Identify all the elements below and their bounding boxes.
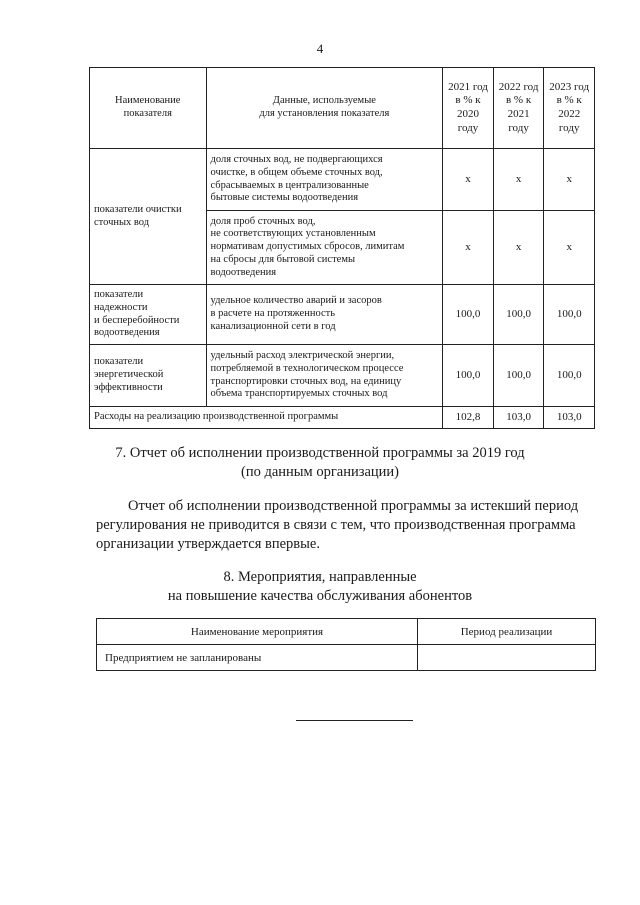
indicator-name-cell: показатели очистки сточных вод [90, 149, 207, 285]
value-cell: 100,0 [493, 345, 544, 407]
summary-label: Расходы на реализацию производственной программы [90, 407, 443, 429]
header-period: Период реализации [418, 619, 596, 645]
header-year-2022: 2022 год в % к 2021 году [493, 68, 544, 149]
section7-title: 7. Отчет об исполнении производственной программы за 2019 год (по данным организации) [115, 445, 525, 481]
header-indicator-data: Данные, используемые для установления показателя [206, 68, 443, 149]
header-indicator-name: Наименование показателя [90, 68, 207, 149]
page-number: 4 [316, 41, 324, 56]
indicator-data-cell: доля проб сточных вод, не соответствующих установленным нормативам допустимых сбросов, лимитам на сбросы для бытовой системы водоотведения [206, 211, 443, 285]
summary-value: 102,8 [443, 407, 494, 429]
value-cell: x [493, 211, 544, 285]
period-cell [418, 645, 596, 671]
value-cell: x [443, 211, 494, 285]
value-cell: 100,0 [443, 285, 494, 345]
summary-row [90, 407, 595, 429]
summary-value: 103,0 [493, 407, 544, 429]
value-cell: x [443, 149, 494, 211]
value-cell: x [544, 211, 595, 285]
value-cell: 100,0 [443, 345, 494, 407]
table-header-row [90, 68, 595, 149]
activities-table [96, 618, 596, 671]
indicator-data-cell: удельное количество аварий и засоров в расчете на протяженность канализационной сети в год [206, 285, 443, 345]
indicator-name-cell: показатели надежности и бесперебойности водоотведения [90, 285, 207, 345]
table-row [97, 645, 596, 671]
indicator-data-cell: доля сточных вод, не подвергающихся очистке, в общем объеме сточных вод, сбрасываемых в централизованные бытовые системы водоотведения [206, 149, 443, 211]
end-divider [296, 720, 413, 721]
section7-paragraph: Отчет об исполнении производственной программы за истекший период регулирования не приводится в связи с тем, что производственная программа организации утверждается впервые. [96, 498, 579, 553]
value-cell: 100,0 [493, 285, 544, 345]
section8-title: 8. Мероприятия, направленные на повышение качества обслуживания абонентов [167, 569, 473, 605]
value-cell: x [544, 149, 595, 211]
value-cell: 100,0 [544, 345, 595, 407]
table-row [90, 285, 595, 345]
header-activity-name: Наименование мероприятия [97, 619, 418, 645]
indicator-name-cell: показатели энергетической эффективности [90, 345, 207, 407]
table-row [90, 149, 595, 211]
value-cell: 100,0 [544, 285, 595, 345]
summary-value: 103,0 [544, 407, 595, 429]
activity-name-cell: Предприятием не запланированы [97, 645, 418, 671]
indicators-table [89, 67, 595, 429]
header-year-2021: 2021 год в % к 2020 году [443, 68, 494, 149]
indicator-data-cell: удельный расход электрической энергии, потребляемой в технологическом процессе транспортировки сточных вод, на единицу объема транспортируемых сточных вод [206, 345, 443, 407]
value-cell: x [493, 149, 544, 211]
table-row [90, 345, 595, 407]
table-header-row [97, 619, 596, 645]
header-year-2023: 2023 год в % к 2022 году [544, 68, 595, 149]
